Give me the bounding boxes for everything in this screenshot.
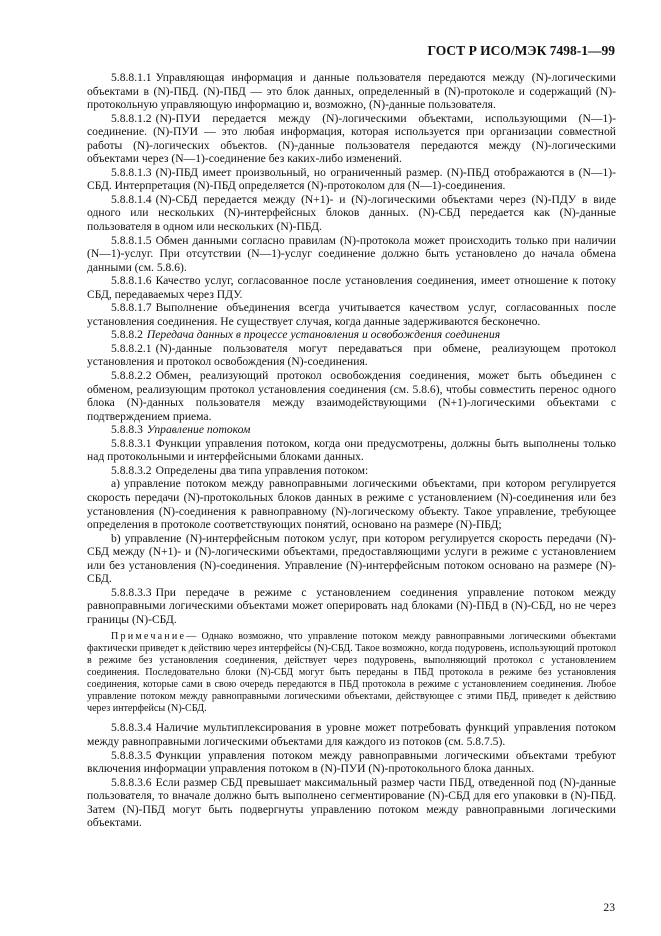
paragraph xyxy=(87,71,616,112)
paragraph xyxy=(87,234,616,275)
paragraph xyxy=(87,437,616,464)
paragraph xyxy=(87,532,616,586)
paragraph-number: 5.8.8.2 xyxy=(111,328,143,342)
paragraph-text: Обмен данными согласно правилам (N)-протокола может происходить только при наличии (N—1)-услуг. При отсутствии (N—1)-услуг соединение должно быть установлено до начала обмена данными (см. 5.8.6). xyxy=(87,233,616,274)
note-label: Примечание xyxy=(111,631,187,643)
paragraph-text: управление (N)-интерфейсным потоком услуг, при котором регулируется скорость передачи (N)-СБД между (N+1)- и (N)-логическими объектами, предоставляющими услуги в режиме с установлением или без установления (N)-соединения. Управление (N)-интерфейсным потоком основано на размере (N)-СБД. xyxy=(87,531,616,586)
paragraph-number: 5.8.8.1.5 xyxy=(111,233,152,247)
paragraph-number: 5.8.8.1.3 xyxy=(111,165,152,179)
paragraph xyxy=(87,423,616,437)
paragraph xyxy=(87,477,616,531)
paragraph-text: управление потоком между равноправными логическими объектами, при котором регулируется скорость передачи (N)-протокольных блоков данных в режиме с установлением (N)-соединения или без установления (N)-соединения к равноправному (N)-логическому объекту. Такое управление, требующее определения в протоколе соответствующих понятий, основано на размере (N)-ПБД; xyxy=(87,477,616,532)
paragraph-number: 5.8.8.3.2 xyxy=(111,463,152,477)
paragraph-text: Управляющая информация и данные пользователя передаются между (N)-логическими объектами в (N)-ПБД. (N)-ПБД — это блок данных, определенный в (N)-протоколе и содержащий (N)-протокольную управляющую информацию и, возможно, (N)-данные пользователя. xyxy=(87,71,616,112)
paragraph-number: 5.8.8.1.1 xyxy=(111,71,152,84)
paragraph xyxy=(87,166,616,193)
paragraph-text: Если размер СБД превышает максимальный размер части ПБД, отведенной под (N)-данные пользователя, то вначале должно быть выполнено сегментирование (N)-СБД для его упаковки в (N)-ПБД. Затем (N)-ПБД могут быть подвергнуты управлению потоком между равноправными логическими объектами. xyxy=(87,775,616,830)
paragraph xyxy=(87,369,616,423)
note-text: — Однако возможно, что управление потоком между равноправными логическими объектами фактически приведет к действию через интерфейсы (N)-СБД. Такое возможно, когда подуровень, использующий протокол в режиме без установления соединения, действует через подуровень, выполняющий протокол с установлением соединения. Последовательно блоки (N)-СБД могут быть переданы в ПБД протокола в режиме без установления соединения, которые сами в свою очередь передаются в ПБД протокола в режиме с установлением соединения. Любое управление потоком между равноправными логическими объектами, действующее с этими ПБД, приведет к действию через интерфейсы (N)-СБД. xyxy=(87,631,616,715)
paragraph-text: (N)-данные пользователя могут передаваться при обмене, реализующем протокол установления и протокол освобождения (N)-соединения. xyxy=(87,341,616,369)
paragraph-number: 5.8.8.3.6 xyxy=(111,775,152,789)
paragraph xyxy=(87,749,616,776)
paragraph xyxy=(87,112,616,166)
paragraph xyxy=(87,342,616,369)
paragraph-text: Обмен, реализующий протокол освобождения соединения, может быть объединен с обменом, реализующим протокол установления соединения (см. 5.8.6), чтобы совместить перенос одного блока (N)-данных пользователя между взаимодействующими (N+1)-логическими объектами с подтверждением приема. xyxy=(87,369,616,423)
paragraphs-block-1 xyxy=(87,71,616,626)
paragraph-text: Функции управления потоком, когда они предусмотрены, должны быть выполнены только над протокольными и интерфейсными блоками данных. xyxy=(87,436,616,464)
paragraph-text: Функции управления потоком между равноправными логическими объектами требуют включения информации управления потоком в (N)-ПУИ (N)-протокольного блока данных. xyxy=(87,748,616,776)
document-header: ГОСТ Р ИСО/МЭК 7498-1—99 xyxy=(427,43,615,58)
paragraph xyxy=(87,776,616,830)
paragraph-text: Управление потоком xyxy=(146,423,251,437)
paragraph-text: При передаче в режиме с установлением соединения управление потоком между равноправными логическими объектами может оперировать над блоками (N)-ПБД в (N)-СБД, но не через границы (N)-СБД. xyxy=(87,585,616,626)
paragraph-number: 5.8.8.1.2 xyxy=(111,111,152,125)
paragraph-number: 5.8.8.3.5 xyxy=(111,748,152,762)
paragraph xyxy=(87,301,616,328)
note xyxy=(87,631,616,715)
paragraph-text: Качество услуг, согласованное после установления соединения, имеет отношение к потоку СБД, передаваемых через ПДУ. xyxy=(87,274,616,301)
paragraph-number: b) xyxy=(111,531,121,545)
paragraph-text: Определены два типа управления потоком: xyxy=(155,463,369,477)
page-body xyxy=(87,71,616,830)
page-number: 23 xyxy=(603,901,615,914)
paragraph-text: (N)-ПБД имеет произвольный, но ограниченный размер. (N)-ПБД отображаются в (N—1)-СБД. Интерпретация (N)-ПБД определяется (N)-протоколом для (N—1)-соединения. xyxy=(87,165,616,193)
paragraph-text: Выполнение объединения всегда учитывается качеством услуг, согласованных после установления соединения. Не существует случая, когда данные задерживаются бесконечно. xyxy=(87,301,616,328)
paragraph xyxy=(87,464,616,478)
paragraph xyxy=(87,586,616,627)
paragraph-number: 5.8.8.2.2 xyxy=(111,369,152,383)
paragraph xyxy=(87,328,616,342)
paragraph-text: (N)-СБД передается между (N+1)- и (N)-логическими объектами через (N)-ПДУ в виде одного или нескольких (N)-интерфейсных блоков данных. (N)-СБД передается как (N)-данные пользователя в одном или нескольких (N)-ПБД. xyxy=(87,192,616,234)
paragraph-number: 5.8.8.1.7 xyxy=(111,301,152,315)
paragraph-number: 5.8.8.3.4 xyxy=(111,721,152,735)
paragraph-text: (N)-ПУИ передается между (N)-логическими объектами, использующими (N—1)-соединение. (N)-ПУИ — это любая информация, которая используется при организации совместной работы (N)-логических объектов. (N)-данные пользователя передаются между (N)-логическими объектами через (N—1)-соединение без каких-либо изменений. xyxy=(87,111,616,166)
paragraph-number: 5.8.8.2.1 xyxy=(111,341,152,355)
paragraph xyxy=(87,274,616,301)
paragraph xyxy=(87,721,616,748)
paragraph-text: Наличие мультиплексирования в уровне может потребовать функций управления потоком между равноправными логическими объектами для каждого из потоков (см. 5.8.7.5). xyxy=(87,721,616,748)
paragraph-number: 5.8.8.3.3 xyxy=(111,585,152,599)
paragraph-number: 5.8.8.3.1 xyxy=(111,436,152,450)
paragraph-number: a) xyxy=(111,477,121,491)
paragraphs-block-2 xyxy=(87,721,616,829)
paragraph-number: 5.8.8.3 xyxy=(111,423,143,437)
paragraph-text: Передача данных в процессе установления и освобождения соединения xyxy=(146,328,501,342)
paragraph-number: 5.8.8.1.4 xyxy=(111,192,152,206)
paragraph xyxy=(87,193,616,234)
paragraph-number: 5.8.8.1.6 xyxy=(111,274,152,288)
